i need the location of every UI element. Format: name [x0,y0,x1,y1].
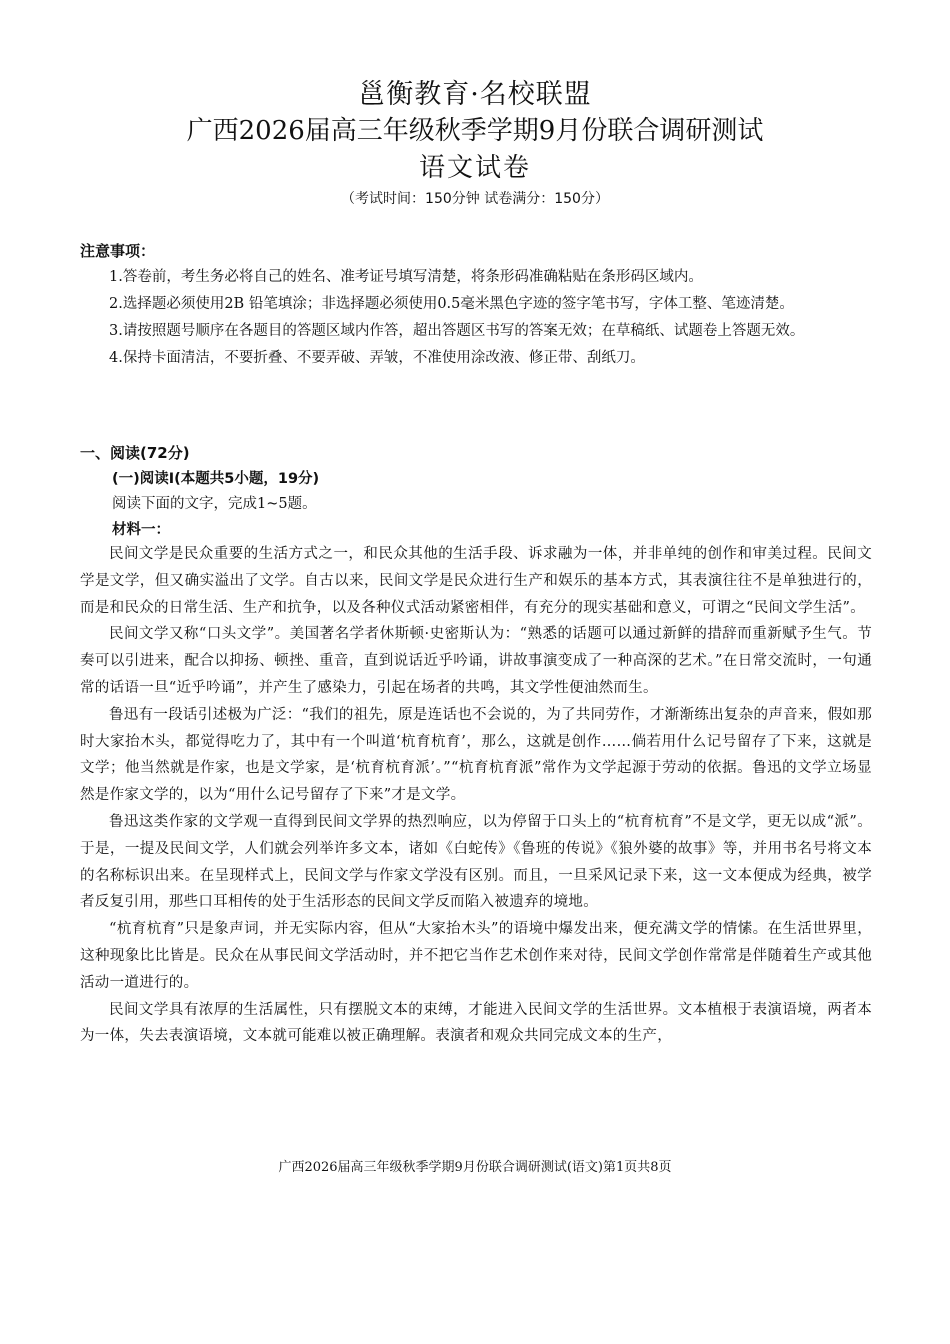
passage [80,541,872,1050]
exam-info: （考试时间：150分钟 试卷满分：150分） [341,191,609,207]
passage-paragraph: 鲁迅这类作家的文学观一直得到民间文学界的热烈响应，以为停留于口头上的“杭育杭育”不是文学，更无以成“派”。于是，一提及民间文学，人们就会列举许多文本，诸如《白蛇传》《鲁班的传说》《狼外婆的故事》等，并用书名号将文本的名称标识出来。在呈现样式上，民间文学与作家文学没有区别。而且，一旦采风记录下来，这一文本便成为经典，被学者反复引用，那些口耳相传的处于生活形态的民间文学反而陷入被遗弃的境地。 [80,813,872,911]
sub-heading: (一)阅读Ⅰ(本题共5小题，19分) [112,471,320,487]
passage-paragraph: 鲁迅有一段话引述极为广泛：“我们的祖先，原是连话也不会说的，为了共同劳作，才渐渐练出复杂的声音来，假如那时大家抬木头，都觉得吃力了，其中有一个叫道‘杭育杭育’，那么，这就是创作……倘若用什么记号留存了下来，这就是文学；他当然就是作家，也是文学家，是‘杭育杭育派’。”“杭育杭育派”常作为文学起源于劳动的依据。鲁迅的文学立场显然是作家文学的，以为“用什么记号留存了下来”才是文学。 [80,706,872,804]
notice-item: 1.答卷前，考生务必将自己的姓名、准考证号填写清楚，将条形码准确粘贴在条形码区域内。 [109,269,703,285]
passage-paragraph: “杭育杭育”只是象声词，并无实际内容，但从“大家抬木头”的语境中爆发出来，便充满文学的情愫。在生活世界里，这种现象比比皆是。民众在从事民间文学活动时，并不把它当作艺术创作来对待，民间文学创作常常是伴随着生产或其他活动一道进行的。 [80,921,872,991]
material-label: 材料一： [112,522,170,538]
notice-item: 4.保持卡面清洁，不要折叠、不要弄破、弄皱，不准使用涂改液、修正带、刮纸刀。 [109,350,645,366]
section-heading: 一、阅读(72分) [80,444,190,462]
subject-title: 语文试卷 [418,153,531,183]
passage-paragraph: 民间文学是民众重要的生活方式之一，和民众其他的生活手段、诉求融为一体，并非单纯的创作和审美过程。民间文学是文学，但又确实溢出了文学。自古以来，民间文学是民众进行生产和娱乐的基本方式，其表演往往不是单独进行的，而是和民众的日常生活、生产和抗争，以及各种仪式活动紧密相伴，有充分的现实基础和意义，可谓之“民间文学生活”。 [80,546,872,616]
exam-title: 广西2026届高三年级秋季学期9月份联合调研测试 [186,116,764,146]
notice-list [80,264,872,372]
notice-item: 3.请按照题号顺序在各题目的答题区域内作答，超出答题区书写的答案无效；在草稿纸、试题卷上答题无效。 [109,323,805,339]
notice-heading: 注意事项： [80,242,156,260]
notice-item: 2.选择题必须使用2B 铅笔填涂；非选择题必须使用0.5毫米黑色字迹的签字笔书写，字体工整、笔迹清楚。 [109,296,794,312]
instruction: 阅读下面的文字，完成1~5题。 [112,496,317,512]
page-footer: 广西2026届高三年级秋季学期9月份联合调研测试(语文)第1页共8页 [278,1160,672,1175]
passage-paragraph: 民间文学具有浓厚的生活属性，只有摆脱文本的束缚，才能进入民间文学的生活世界。文本植根于表演语境，两者本为一体，失去表演语境，文本就可能难以被正确理解。表演者和观众共同完成文本的生产， [80,1001,872,1045]
organizer-title: 邕衡教育·名校联盟 [358,79,592,110]
passage-paragraph: 民间文学又称“口头文学”。美国著名学者休斯顿·史密斯认为：“熟悉的话题可以通过新鲜的措辞而重新赋予生气。节奏可以引进来，配合以抑扬、顿挫、重音，直到说话近乎吟诵，讲故事演变成了一种高深的艺术。”在日常交流时，一句通常的话语一旦“近乎吟诵”，并产生了感染力，引起在场者的共鸣，其文学性便油然而生。 [80,626,872,696]
